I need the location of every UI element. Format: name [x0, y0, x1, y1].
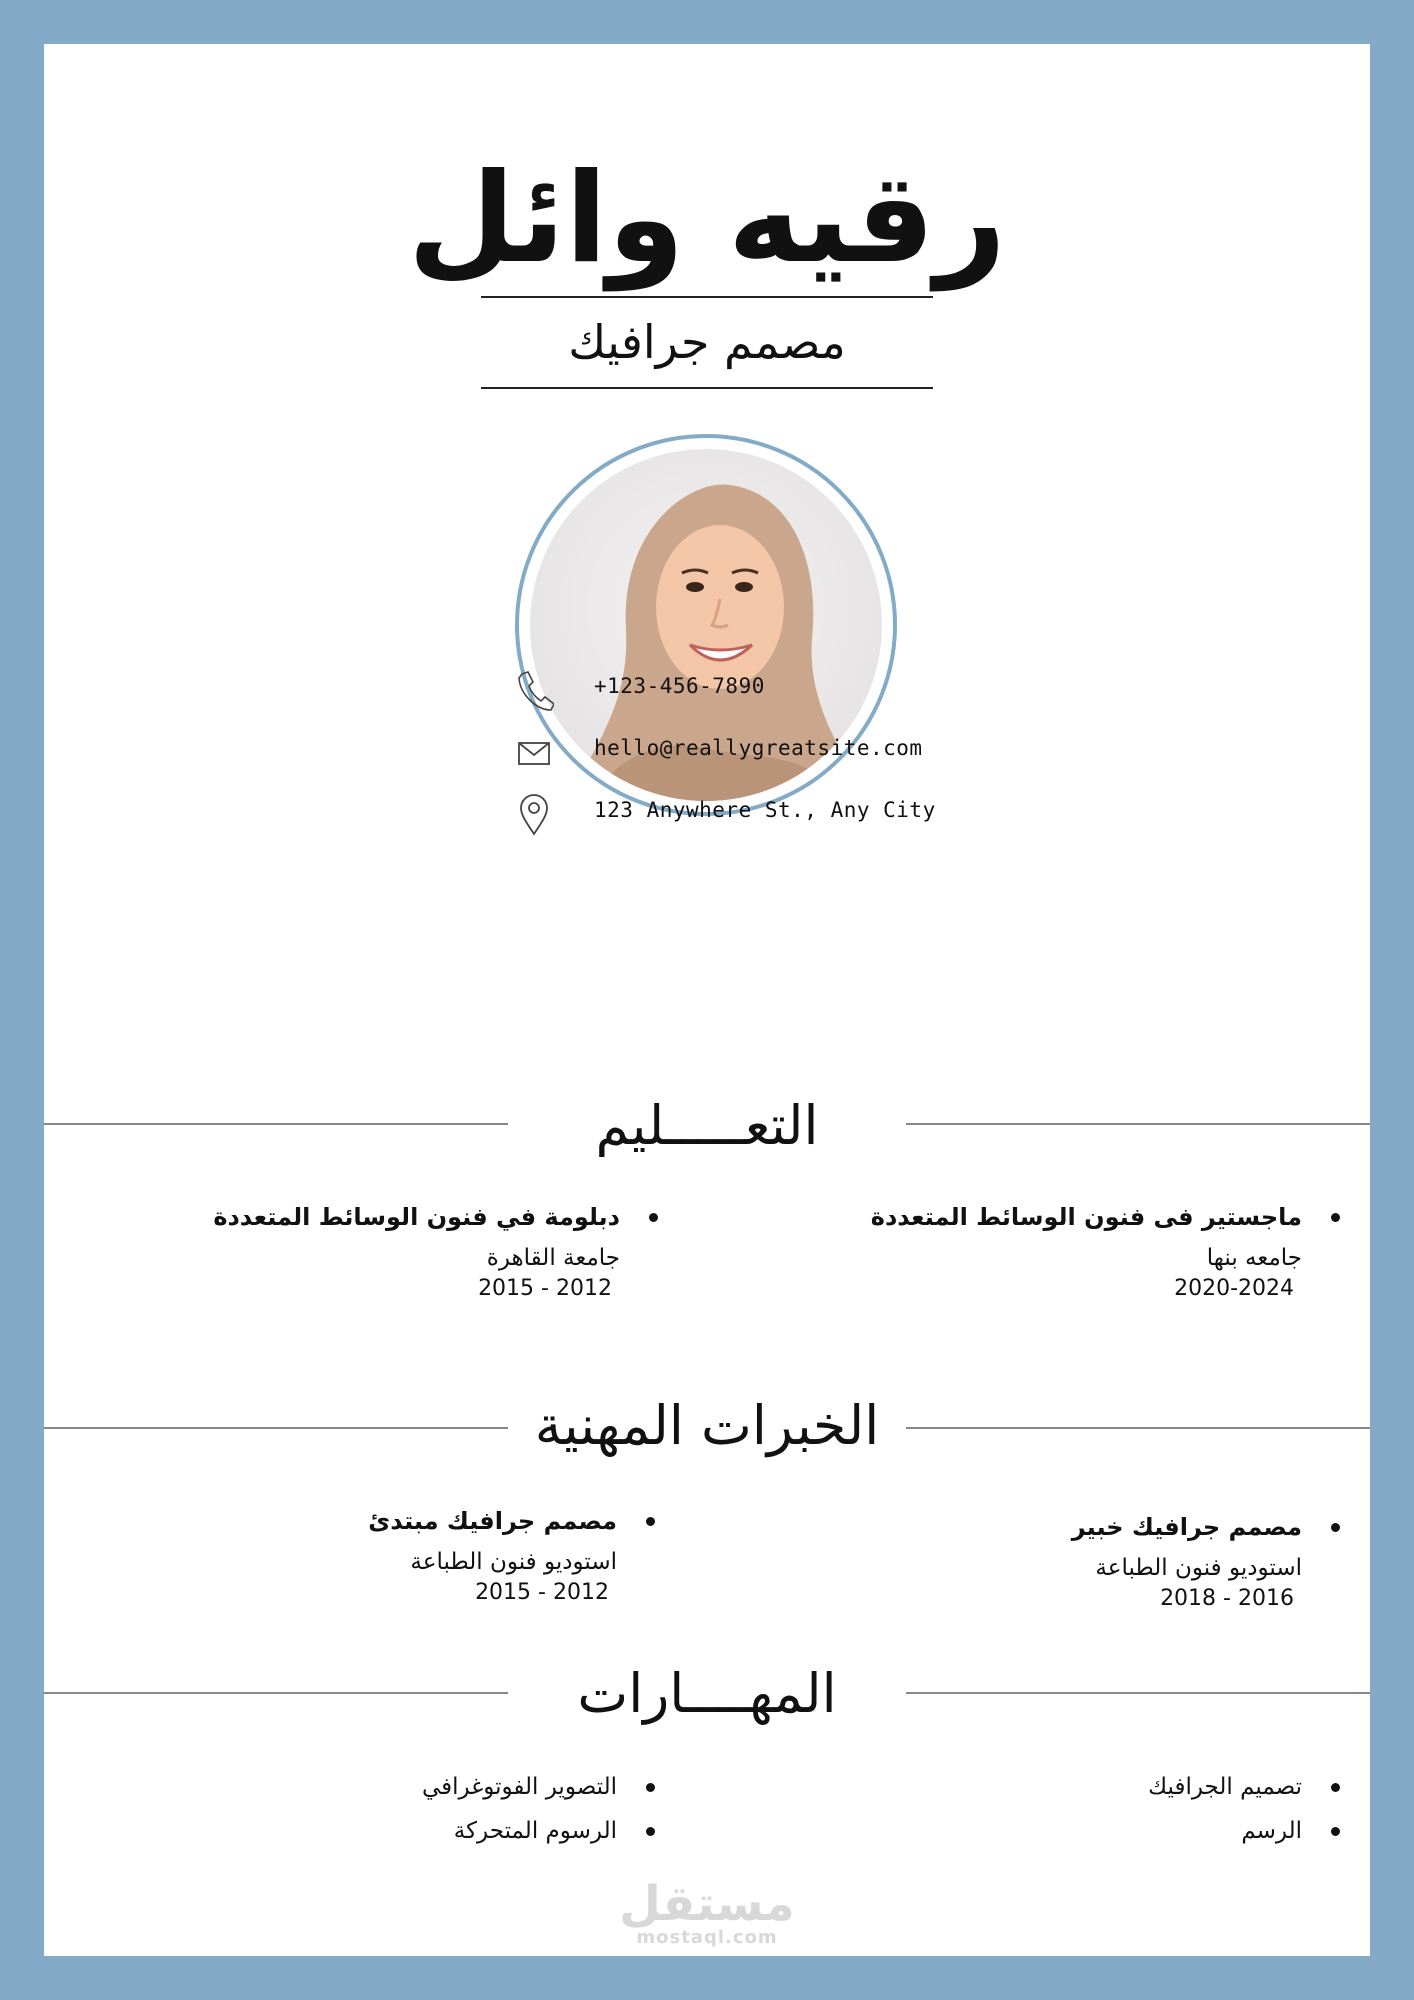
- experience-years: 2016 - 2018: [1160, 1586, 1294, 1611]
- watermark-latin: mostaql.com: [636, 1927, 778, 1948]
- skill-item: تصميم الجرافيك: [902, 1770, 1302, 1804]
- skill-item: الرسم: [902, 1814, 1302, 1848]
- education-years: 2012 - 2015: [478, 1276, 612, 1301]
- education-item-1: [782, 1200, 1302, 1304]
- resume-page: [44, 44, 1370, 1956]
- mail-icon: [514, 730, 554, 774]
- phone-number[interactable]: +123-456-7890: [594, 674, 765, 698]
- contact-email: [514, 728, 974, 778]
- education-school: جامعة القاهرة: [486, 1245, 620, 1271]
- experience-item-1: [782, 1510, 1302, 1614]
- experience-heading: [44, 1394, 1370, 1459]
- skill-item: الرسوم المتحركة: [217, 1814, 617, 1848]
- email-address[interactable]: hello@reallygreatsite.com: [594, 736, 923, 760]
- education-item-2: [100, 1200, 620, 1304]
- experience-company: استوديو فنون الطباعة: [410, 1549, 617, 1575]
- title-rule-bottom: [481, 387, 933, 389]
- education-degree: ماجستير فى فنون الوسائط المتعددة: [782, 1200, 1302, 1234]
- skills-heading: [44, 1662, 1370, 1727]
- job-title: مصمم جرافيك: [568, 315, 846, 369]
- education-years: 2020-2024: [1174, 1276, 1294, 1301]
- education-heading-text: التعـــــليم: [575, 1094, 838, 1159]
- experience-item-2: [97, 1504, 617, 1608]
- title-rule-top: [481, 296, 933, 298]
- candidate-name: رقيه وائل: [407, 147, 1007, 291]
- experience-years: 2012 - 2015: [475, 1580, 609, 1605]
- education-degree: دبلومة في فنون الوسائط المتعددة: [100, 1200, 620, 1234]
- contact-phone: [514, 666, 974, 716]
- experience-role: مصمم جرافيك مبتدئ: [97, 1504, 617, 1538]
- location-pin-icon: [514, 792, 554, 836]
- watermark-arabic: مستقل: [619, 1876, 795, 1932]
- street-address: 123 Anywhere St., Any City: [594, 798, 936, 822]
- phone-icon: [514, 668, 554, 712]
- education-school: جامعه بنها: [1206, 1245, 1302, 1271]
- education-heading: [44, 1094, 1370, 1159]
- experience-company: استوديو فنون الطباعة: [1095, 1555, 1302, 1581]
- skill-item: التصوير الفوتوغرافي: [217, 1770, 617, 1804]
- experience-heading-text: الخبرات المهنية: [515, 1394, 900, 1459]
- skills-heading-text: المهــــارات: [557, 1662, 856, 1727]
- experience-role: مصمم جرافيك خبير: [782, 1510, 1302, 1544]
- contact-address: [514, 790, 974, 840]
- watermark: [44, 1876, 1370, 1948]
